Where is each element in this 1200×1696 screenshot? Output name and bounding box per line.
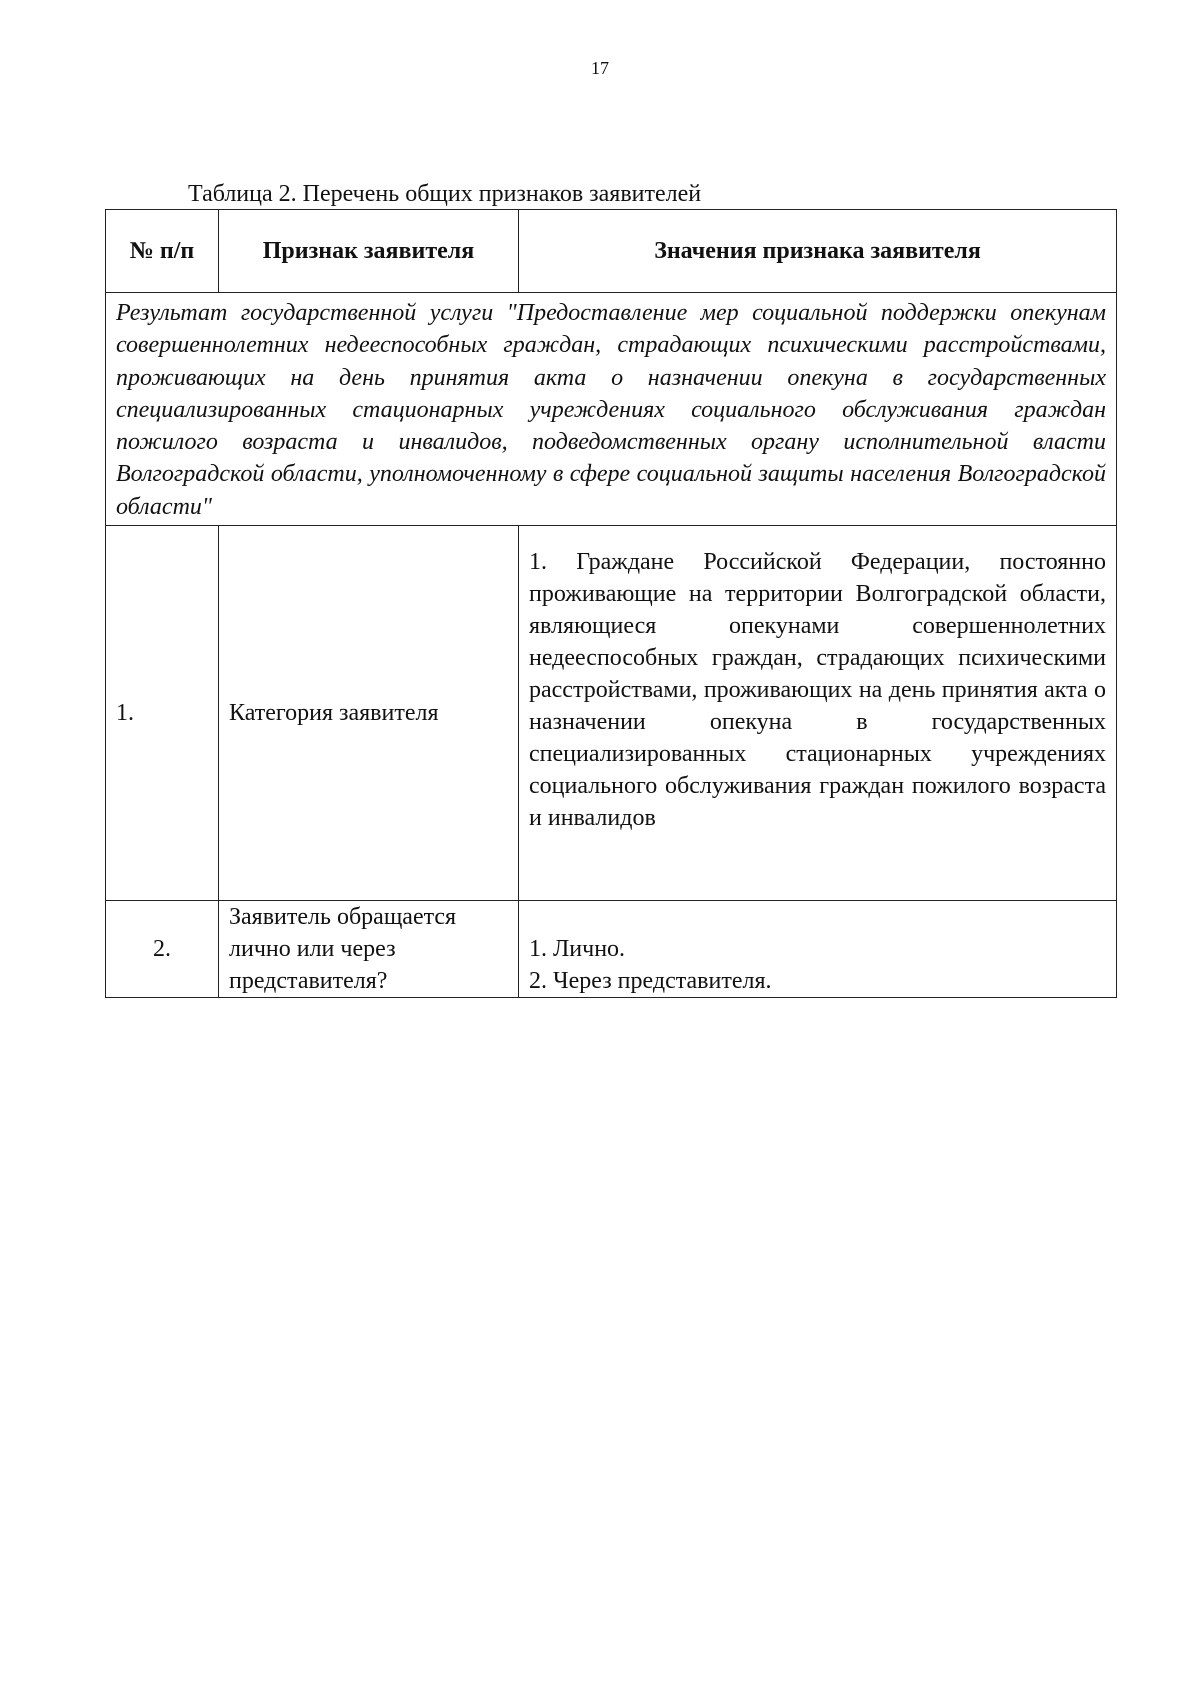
row-values xyxy=(519,526,1117,901)
row-number: 1. xyxy=(106,526,219,901)
result-cell: Результат государственной услуги "Предоставление мер социальной поддержки опекунам совершеннолетних недееспособных граждан, страдающих психическими расстройствами, проживающих на день принятия акта о назначении опекуна в государственных специализированных стационарных учреждениях социального обслуживания граждан пожилого возраста и инвалидов, подведомственных органу исполнительной власти Волгоградской области, уполномоченному в сфере социальной защиты населения Волгоградской области" xyxy=(106,293,1117,526)
row-feature: Заявитель обращается лично или через представителя? xyxy=(219,901,519,998)
value-item: 1. Лично. xyxy=(529,936,626,963)
table-caption: Таблица 2. Перечень общих признаков заявителей xyxy=(188,181,702,207)
row-feature: Категория заявителя xyxy=(219,526,519,901)
row-values xyxy=(519,901,1117,998)
table-row xyxy=(106,526,1117,901)
page-number: 17 xyxy=(591,58,609,78)
value-item: 1. Граждане Российской Федерации, постоянно проживающие на территории Волгоградской области, являющиеся опекунами совершеннолетних недееспособных граждан, страдающих психическими расстройствами, проживающих на день принятия акта о назначении опекуна в государственных специализированных стационарных учреждениях социального обслуживания граждан пожилого возраста и инвалидов xyxy=(529,549,1106,832)
result-row xyxy=(106,293,1117,526)
header-values: Значения признака заявителя xyxy=(519,210,1117,293)
header-feature: Признак заявителя xyxy=(219,210,519,293)
header-num: № п/п xyxy=(106,210,219,293)
value-item: 2. Через представителя. xyxy=(529,968,772,995)
row-number: 2. xyxy=(106,901,219,998)
applicant-features-table xyxy=(105,209,1117,998)
table-header-row xyxy=(106,210,1117,293)
table-row xyxy=(106,901,1117,998)
